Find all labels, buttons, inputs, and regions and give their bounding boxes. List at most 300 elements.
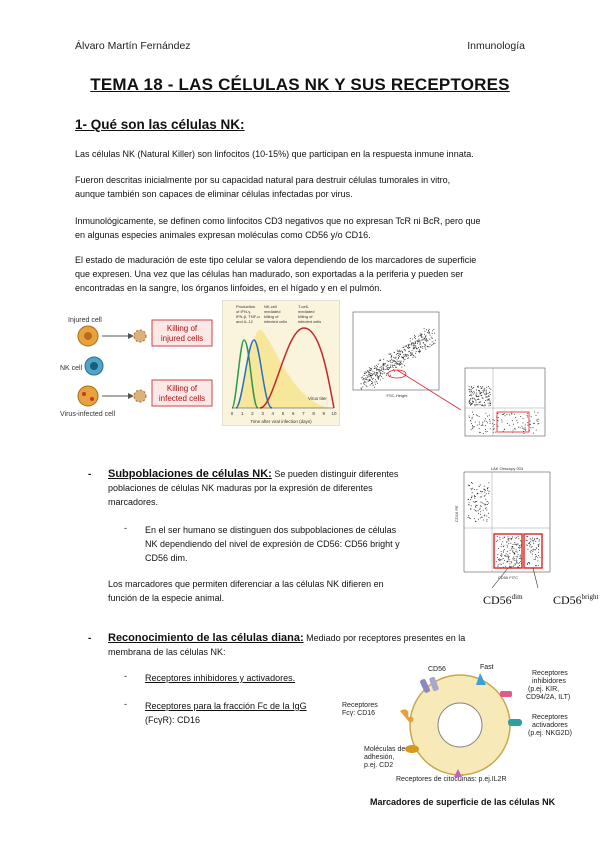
scatter-dot: [516, 560, 517, 561]
scatter-dot: [520, 427, 521, 428]
scatter-dot: [504, 429, 505, 430]
scatter-dot: [481, 395, 482, 396]
scatter-dot: [496, 541, 497, 542]
scatter-dot: [387, 365, 388, 366]
scatter-dot: [377, 383, 378, 384]
scatter-dot: [500, 539, 501, 540]
scatter-dot: [510, 543, 511, 544]
recog-item-2-bullet: -: [124, 699, 127, 709]
scatter-dot: [488, 517, 489, 518]
scatter-dot: [529, 542, 530, 543]
scatter-dot: [493, 419, 494, 420]
scatter-dot: [533, 541, 534, 542]
scatter-dot: [507, 541, 508, 542]
scatter-dot: [472, 483, 473, 484]
scatter-dot: [473, 402, 474, 403]
scatter-dot: [413, 355, 414, 356]
scatter-dot: [500, 564, 501, 565]
scatter-dot: [378, 378, 379, 379]
scatter-dot: [524, 429, 525, 430]
scatter-dot: [502, 422, 503, 423]
scatter-dot: [502, 541, 503, 542]
scatter-dot: [410, 341, 411, 342]
scatter-dot: [361, 388, 362, 389]
scatter-dot: [478, 399, 479, 400]
kinetics-figure: [222, 300, 340, 426]
scatter-dot: [516, 559, 517, 560]
scatter-dot: [483, 503, 484, 504]
scatter-dot: [422, 346, 423, 347]
scatter-dot: [475, 507, 476, 508]
scatter-dot: [378, 376, 379, 377]
subpop-text-line-2: poblaciones de células NK maduras por la expresión de diferentes: [108, 483, 373, 493]
scatter-dot: [486, 493, 487, 494]
scatter-dot: [490, 405, 491, 406]
scatter-dot: [365, 373, 366, 374]
scatter-dot: [476, 414, 477, 415]
scatter-dot: [515, 564, 516, 565]
paragraph-3: [75, 214, 535, 242]
scatter-dot: [534, 549, 535, 550]
scatter-dot: [501, 546, 502, 547]
scatter-dot: [538, 546, 539, 547]
scatter-dot: [372, 374, 373, 375]
scatter-dot: [380, 372, 381, 373]
scatter-dot: [527, 425, 528, 426]
scatter-dot: [481, 506, 482, 507]
scatter-dot: [415, 343, 416, 344]
scatter-dot: [399, 354, 400, 355]
scatter-dot: [483, 520, 484, 521]
scatter-dot: [511, 413, 512, 414]
scatter-dot: [391, 359, 392, 360]
scatter-dot: [420, 335, 421, 336]
scatter-dot: [398, 353, 399, 354]
scatter-dot: [529, 563, 530, 564]
scatter-dot: [484, 405, 485, 406]
scatter-dot: [488, 403, 489, 404]
scatter-dot: [415, 342, 416, 343]
scatter-dot: [422, 339, 423, 340]
recog-bullet: -: [88, 633, 92, 644]
scatter-dot: [527, 540, 528, 541]
scatter-dot: [514, 565, 515, 566]
scatter-dot: [385, 363, 386, 364]
scatter-dot: [485, 504, 486, 505]
x-tick-label: 1: [240, 411, 244, 416]
scatter-dot: [506, 414, 507, 415]
scatter-dot: [501, 564, 502, 565]
scatter-dot: [518, 538, 519, 539]
scatter-dot: [512, 537, 513, 538]
scatter-dot: [424, 346, 425, 347]
scatter-dot: [413, 343, 414, 344]
scatter-dot: [533, 543, 534, 544]
scatter-dot: [472, 428, 473, 429]
scatter-dot: [494, 428, 495, 429]
scatter-dot: [503, 558, 504, 559]
scatter-dot: [492, 423, 493, 424]
curve-label-3-line-2: mediated: [298, 309, 315, 314]
scatter-dot: [431, 345, 432, 346]
scatter-dot: [396, 362, 397, 363]
scatter-dot: [472, 412, 473, 413]
adhesion-label-line-3: p.ej. CD2: [364, 762, 394, 769]
scatter-dot: [397, 351, 398, 352]
scatter-dot: [479, 486, 480, 487]
scatter-dot: [504, 537, 505, 538]
arrowhead-icon: [128, 333, 134, 339]
scatter-dot: [472, 398, 473, 399]
scatter-dot: [412, 350, 413, 351]
scatter-dot: [476, 396, 477, 397]
scatter-dot: [534, 538, 535, 539]
scatter-dot: [403, 361, 404, 362]
scatter-dot: [497, 413, 498, 414]
scatter-dot: [488, 395, 489, 396]
scatter-dot: [534, 423, 535, 424]
scatter-dot: [501, 551, 502, 552]
scatter-dot: [411, 345, 412, 346]
scatter-dot: [525, 429, 526, 430]
scatter-dot: [503, 552, 504, 553]
scatter-dot: [426, 329, 427, 330]
scatter-dot: [432, 333, 433, 334]
scatter-dot: [529, 562, 530, 563]
plot-frame: [465, 368, 545, 436]
scatter-dot: [514, 542, 515, 543]
scatter-dot: [519, 550, 520, 551]
scatter-dot: [475, 521, 476, 522]
scatter-dot: [523, 431, 524, 432]
scatter-dot: [433, 329, 434, 330]
figure-caption: Marcadores de superficie de las células NK: [370, 797, 556, 807]
scatter-dot: [481, 491, 482, 492]
scatter-dot: [382, 378, 383, 379]
scatter-dot: [479, 422, 480, 423]
plot-1-xlabel: FSC-Height: [386, 393, 408, 398]
scatter-dot: [415, 336, 416, 337]
scatter-dot: [479, 393, 480, 394]
scatter-dot: [433, 343, 434, 344]
scatter-dot: [475, 400, 476, 401]
scatter-dot: [377, 375, 378, 376]
scatter-dot: [490, 394, 491, 395]
scatter-dot: [484, 390, 485, 391]
subpop-sub-bullet: -: [124, 523, 127, 533]
scatter-dot: [363, 383, 364, 384]
scatter-dot: [485, 400, 486, 401]
scatter-dot: [484, 515, 485, 516]
scatter-dot: [394, 365, 395, 366]
scatter-dot: [512, 420, 513, 421]
scatter-dot: [476, 394, 477, 395]
scatter-dot: [425, 339, 426, 340]
scatter-dot: [429, 344, 430, 345]
scatter-dot: [478, 510, 479, 511]
curve-label-1-line-4: and IL-12: [236, 319, 253, 324]
scatter-dot: [512, 546, 513, 547]
scatter-dot: [482, 425, 483, 426]
scatter-dot: [398, 351, 399, 352]
scatter-dot: [471, 482, 472, 483]
recog-item-2-line-2: (FcγR): CD16: [145, 715, 201, 725]
scatter-dot: [390, 375, 391, 376]
scatter-dot: [425, 337, 426, 338]
scatter-dot: [503, 563, 504, 564]
scatter-dot: [481, 517, 482, 518]
scatter-dot: [367, 379, 368, 380]
scatter-dot: [398, 357, 399, 358]
scatter-dot: [533, 427, 534, 428]
scatter-dot: [470, 402, 471, 403]
scatter-dot: [469, 416, 470, 417]
scatter-dot: [509, 561, 510, 562]
scatter-dot: [364, 375, 365, 376]
scatter-dot: [480, 404, 481, 405]
scatter-dot: [361, 389, 362, 390]
scatter-dot: [484, 421, 485, 422]
scatter-dot: [471, 395, 472, 396]
scatter-dot: [480, 502, 481, 503]
scatter-dot: [477, 493, 478, 494]
scatter-dot: [482, 422, 483, 423]
scatter-dot: [488, 493, 489, 494]
scatter-dot: [500, 559, 501, 560]
scatter-dot: [387, 368, 388, 369]
scatter-dot: [520, 416, 521, 417]
x-tick-label: 6: [291, 411, 295, 416]
scatter-dot: [476, 501, 477, 502]
scatter-dot: [415, 345, 416, 346]
scatter-dot: [385, 369, 386, 370]
recog-item-2-line-1: Receptores para la fracción Fc de la IgG: [145, 701, 307, 711]
scatter-dot: [380, 373, 381, 374]
scatter-dot: [478, 387, 479, 388]
scatter-dot: [538, 565, 539, 566]
scatter-dot: [486, 394, 487, 395]
scatter-dot: [416, 347, 417, 348]
scatter-dot: [508, 536, 509, 537]
scatter-dot: [520, 561, 521, 562]
scatter-dot: [501, 553, 502, 554]
scatter-dot: [484, 492, 485, 493]
scatter-dot: [496, 561, 497, 562]
scatter-dot: [514, 560, 515, 561]
scatter-dot: [472, 401, 473, 402]
scatter-dot: [415, 347, 416, 348]
recog-text-line-1: Mediado por receptores presentes en la: [303, 633, 466, 643]
scatter-dot: [407, 347, 408, 348]
curve-label-3-line-1: T-cell-: [298, 304, 309, 309]
scatter-dot: [511, 566, 512, 567]
subpop-sub-block: [145, 523, 435, 565]
scatter-dot: [478, 519, 479, 520]
recog-item-1-bullet: -: [124, 671, 127, 681]
scatter-dot: [509, 563, 510, 564]
scatter-dot: [522, 426, 523, 427]
scatter-dot: [500, 555, 501, 556]
scatter-dot: [399, 350, 400, 351]
scatter-dot: [471, 488, 472, 489]
scatter-dot: [479, 390, 480, 391]
curve-label-2-line-1: NK-cell: [264, 304, 277, 309]
scatter-dot: [508, 540, 509, 541]
scatter-dot: [475, 510, 476, 511]
scatter-dot: [511, 548, 512, 549]
scatter-dot: [480, 511, 481, 512]
scatter-dot: [468, 515, 469, 516]
scatter-dot: [368, 381, 369, 382]
scatter-dot: [495, 432, 496, 433]
scatter-dot: [490, 421, 491, 422]
scatter-dot: [376, 368, 377, 369]
scatter-dot: [514, 554, 515, 555]
scatter-dot: [517, 422, 518, 423]
scatter-dot: [397, 350, 398, 351]
scatter-dot: [405, 346, 406, 347]
scatter-dot: [401, 361, 402, 362]
scatter-dot: [518, 547, 519, 548]
scatter-dot: [398, 358, 399, 359]
x-tick-label: 4: [271, 411, 275, 416]
scatter-dot: [471, 429, 472, 430]
scatter-dot: [536, 548, 537, 549]
flow-cytometry-plot-2: [455, 362, 550, 442]
scatter-dot: [411, 354, 412, 355]
scatter-dot: [426, 341, 427, 342]
scatter-dot: [484, 388, 485, 389]
inhibitory-label-line-1: Receptores: [532, 670, 568, 677]
scatter-dot: [428, 331, 429, 332]
scatter-dot: [395, 358, 396, 359]
scatter-dot: [487, 397, 488, 398]
scatter-dot: [525, 430, 526, 431]
scatter-dot: [507, 547, 508, 548]
scatter-dot: [469, 505, 470, 506]
scatter-dot: [501, 420, 502, 421]
scatter-dot: [479, 416, 480, 417]
scatter-dot: [493, 429, 494, 430]
scatter-dot: [487, 416, 488, 417]
scatter-dot: [502, 414, 503, 415]
scatter-dot: [479, 424, 480, 425]
cd56-bright-label: [553, 593, 598, 608]
recog-heading: Reconocimiento de las células diana:: [108, 632, 304, 644]
scatter-dot: [485, 490, 486, 491]
scatter-dot: [383, 369, 384, 370]
scatter-dot: [507, 556, 508, 557]
scatter-dot: [374, 366, 375, 367]
scatter-dot: [480, 518, 481, 519]
scatter-dot: [364, 382, 365, 383]
scatter-dot: [517, 544, 518, 545]
scatter-dot: [486, 516, 487, 517]
scatter-dot: [479, 509, 480, 510]
scatter-dot: [534, 539, 535, 540]
subpop-text-line-3: marcadores.: [108, 497, 159, 507]
scatter-dot: [399, 356, 400, 357]
scatter-dot: [513, 559, 514, 560]
scatter-dot: [418, 347, 419, 348]
scatter-dot: [369, 376, 370, 377]
scatter-dot: [366, 385, 367, 386]
scatter-dot: [485, 413, 486, 414]
scatter-dot: [468, 485, 469, 486]
scatter-dot: [432, 344, 433, 345]
scatter-dot: [480, 386, 481, 387]
scatter-dot: [518, 536, 519, 537]
scatter-dot: [539, 539, 540, 540]
scatter-dot: [501, 544, 502, 545]
scatter-dot: [410, 353, 411, 354]
scatter-dot: [486, 390, 487, 391]
scatter-dot: [390, 360, 391, 361]
scatter-dot: [516, 556, 517, 557]
x-tick-label: 10: [331, 411, 337, 416]
scatter-dot: [423, 339, 424, 340]
scatter-dot: [425, 349, 426, 350]
scatter-dot: [476, 390, 477, 391]
activating-label-line-2: activadores: [532, 722, 568, 729]
scatter-dot: [527, 417, 528, 418]
subpop-note-line-2: función de la especie animal.: [108, 593, 225, 603]
scatter-dot: [423, 343, 424, 344]
scatter-dot: [505, 566, 506, 567]
scatter-dot: [382, 371, 383, 372]
scatter-dot: [382, 373, 383, 374]
scatter-dot: [478, 513, 479, 514]
scatter-dot: [489, 392, 490, 393]
scatter-dot: [469, 402, 470, 403]
scatter-dot: [479, 432, 480, 433]
scatter-dot: [508, 539, 509, 540]
curve-label-2-line-3: killing of: [264, 314, 279, 319]
scatter-dot: [472, 496, 473, 497]
scatter-dot: [519, 565, 520, 566]
virus-particle-icon: [90, 397, 94, 401]
scatter-dot: [371, 377, 372, 378]
scatter-dot: [393, 357, 394, 358]
scatter-dot: [509, 425, 510, 426]
scatter-dot: [370, 385, 371, 386]
scatter-dot: [504, 555, 505, 556]
scatter-dot: [470, 499, 471, 500]
scatter-dot: [490, 403, 491, 404]
scatter-dot: [390, 354, 391, 355]
scatter-dot: [513, 544, 514, 545]
scatter-dot: [474, 489, 475, 490]
x-tick-label: 9: [322, 411, 326, 416]
scatter-dot: [477, 425, 478, 426]
scatter-dot: [515, 417, 516, 418]
scatter-dot: [373, 373, 374, 374]
scatter-dot: [469, 502, 470, 503]
scatter-dot: [486, 392, 487, 393]
scatter-dot: [471, 505, 472, 506]
scatter-dot: [390, 353, 391, 354]
scatter-dot: [408, 357, 409, 358]
scatter-dot: [399, 351, 400, 352]
scatter-dot: [480, 514, 481, 515]
scatter-dot: [363, 379, 364, 380]
scatter-dot: [471, 404, 472, 405]
scatter-dot: [395, 363, 396, 364]
scatter-dot: [485, 418, 486, 419]
connector-segment: [397, 370, 461, 410]
scatter-dot: [474, 426, 475, 427]
scatter-dot: [365, 382, 366, 383]
